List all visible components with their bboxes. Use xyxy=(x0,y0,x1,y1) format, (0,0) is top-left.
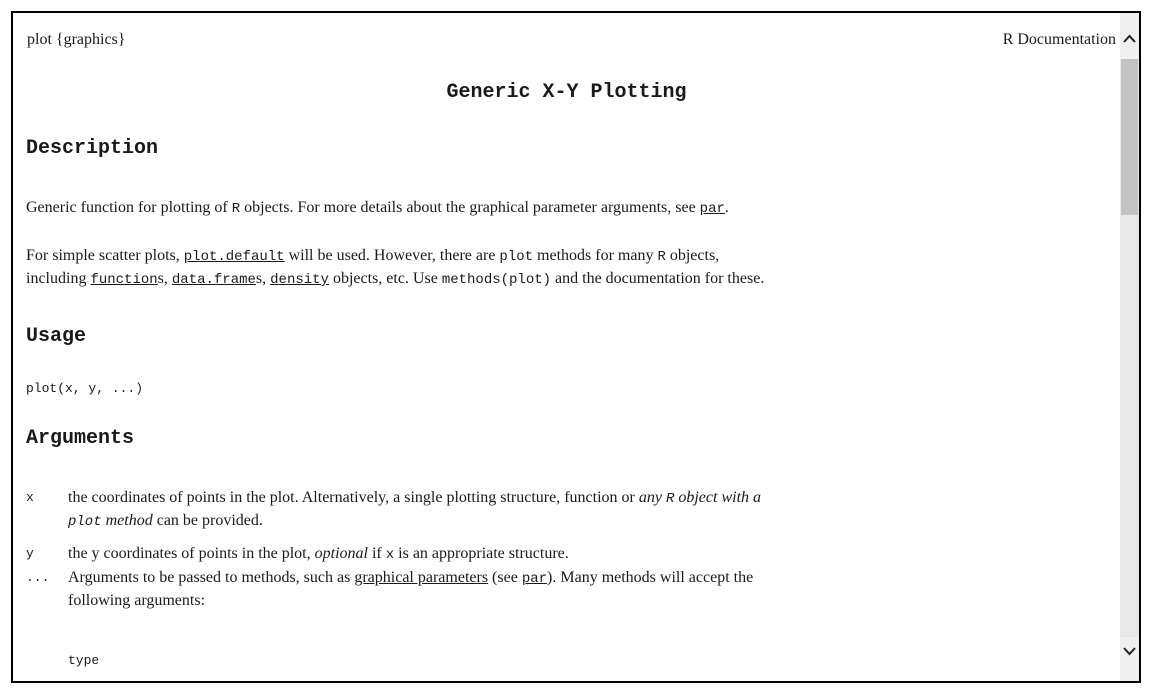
text: the coordinates of points in the plot. Alternatively, a single plotting structure, function or xyxy=(68,489,639,506)
argument-dots xyxy=(26,567,1100,611)
italic-text: method xyxy=(101,512,153,529)
text: s, xyxy=(157,270,172,287)
argument-name: x xyxy=(26,490,34,505)
scroll-thumb[interactable] xyxy=(1121,59,1138,215)
argument-y xyxy=(26,543,1100,565)
link-function[interactable]: function xyxy=(90,272,158,288)
text: objects. For more details about the graphical parameter arguments, see xyxy=(240,199,700,216)
italic-text: object with a xyxy=(674,489,762,506)
paragraph-line xyxy=(26,268,1100,291)
scroll-down-button[interactable] xyxy=(1120,637,1139,681)
text: including xyxy=(26,270,91,287)
text: can be provided. xyxy=(152,512,263,529)
italic-text: any xyxy=(638,489,666,506)
section-heading-arguments: Arguments xyxy=(26,427,135,450)
code-methods: methods(plot) xyxy=(441,272,552,288)
description-line xyxy=(68,567,1100,590)
link-density[interactable]: density xyxy=(270,272,329,288)
doc-source-label: R Documentation xyxy=(1002,31,1116,48)
doc-header xyxy=(27,31,1116,53)
description-line: following arguments: xyxy=(68,592,206,609)
text: objects, xyxy=(665,247,720,264)
text: if xyxy=(367,545,386,562)
link-par[interactable]: par xyxy=(521,571,548,587)
text: s, xyxy=(255,270,271,287)
argument-x xyxy=(26,487,1100,531)
type-argument: type xyxy=(68,653,100,668)
chevron-down-icon xyxy=(1123,647,1136,657)
help-window xyxy=(11,11,1141,683)
description-line xyxy=(68,510,1100,533)
section-heading-usage: Usage xyxy=(26,325,87,348)
description-paragraph-2 xyxy=(26,245,1100,291)
link-data-frame[interactable]: data.frame xyxy=(171,272,256,288)
argument-description xyxy=(68,567,1100,612)
text: ). Many methods will accept the xyxy=(547,569,754,586)
text: . xyxy=(724,199,729,216)
r-code: R xyxy=(657,249,666,265)
paragraph-line xyxy=(26,245,1100,268)
argument-description xyxy=(68,487,1100,533)
text: is an appropriate structure. xyxy=(394,545,569,562)
link-plot-default[interactable]: plot.default xyxy=(183,249,285,265)
argument-description xyxy=(68,543,1100,566)
r-code: R xyxy=(231,201,241,217)
scroll-up-button[interactable] xyxy=(1120,13,1139,59)
text: and the documentation for these. xyxy=(551,270,765,287)
italic-text: optional xyxy=(314,545,368,562)
text: Arguments to be passed to methods, such as xyxy=(68,569,355,586)
link-par[interactable]: par xyxy=(699,201,725,217)
section-heading-description: Description xyxy=(26,137,159,160)
usage-code: plot(x, y, ...) xyxy=(26,381,144,396)
argument-name: y xyxy=(26,546,34,561)
vertical-scrollbar[interactable] xyxy=(1120,13,1139,681)
code-x: x xyxy=(385,547,395,563)
help-content xyxy=(13,13,1120,681)
text: (see xyxy=(488,569,522,586)
link-graphical-parameters[interactable]: graphical parameters xyxy=(354,569,489,586)
page-title: Generic X-Y Plotting xyxy=(446,81,687,104)
text: methods for many xyxy=(533,247,658,264)
package-label: plot {graphics} xyxy=(27,31,126,48)
description-line xyxy=(68,487,1100,510)
r-code: R xyxy=(665,491,675,507)
chevron-up-icon xyxy=(1123,33,1136,43)
text: will be used. However, there are xyxy=(284,247,500,264)
code-plot: plot xyxy=(68,514,102,530)
description-paragraph-1 xyxy=(26,197,1100,220)
text: For simple scatter plots, xyxy=(26,247,184,264)
code-plot: plot xyxy=(499,249,534,265)
text: the y coordinates of points in the plot, xyxy=(68,545,315,562)
text: objects, etc. Use xyxy=(328,270,442,287)
argument-name: ... xyxy=(26,570,50,585)
text: Generic function for plotting of xyxy=(26,199,232,216)
